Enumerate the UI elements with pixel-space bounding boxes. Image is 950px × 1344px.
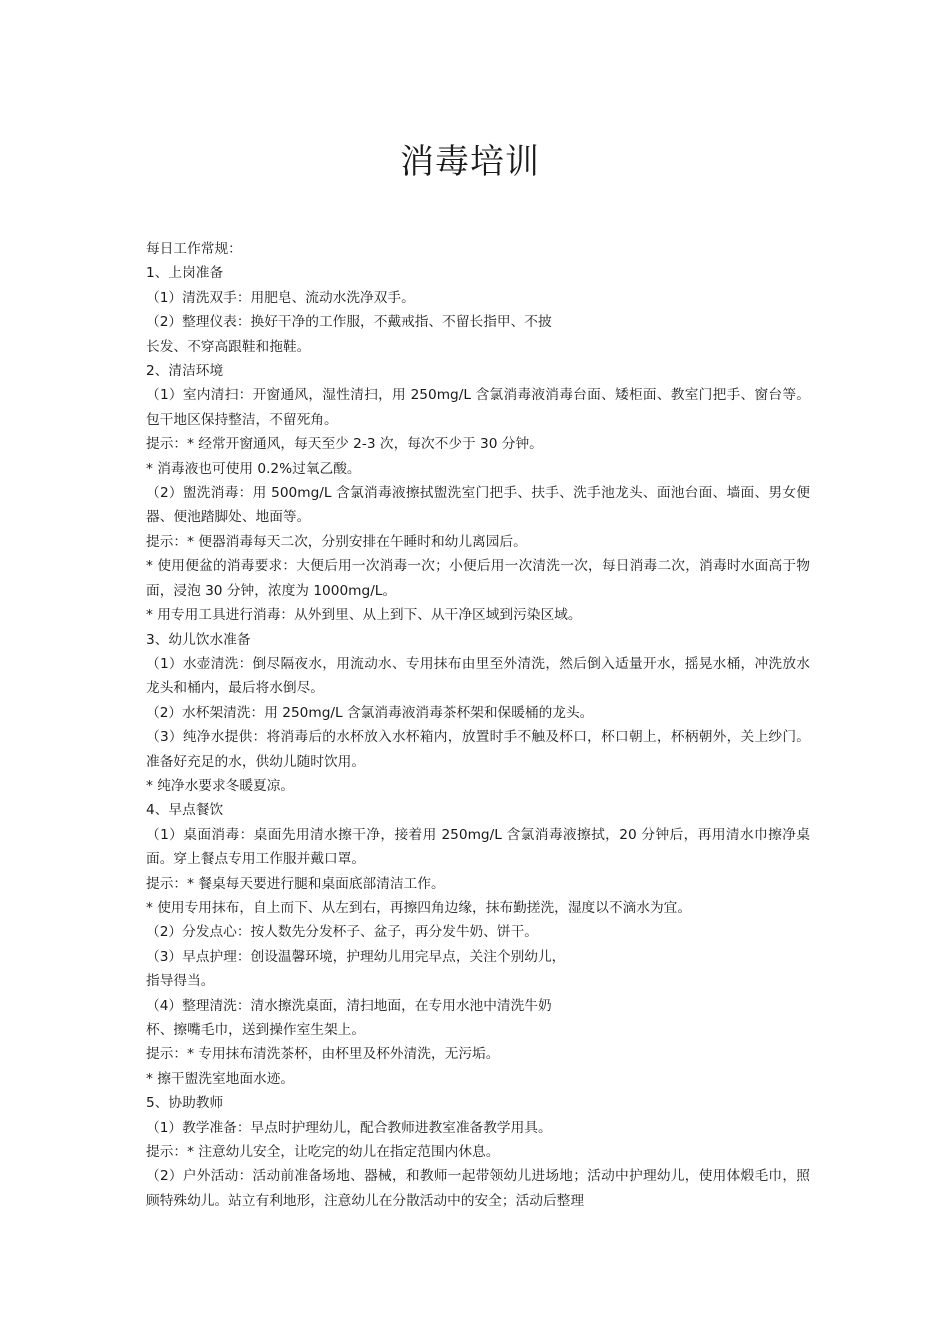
document-line: 提示：* 注意幼儿安全，让吃完的幼儿在指定范围内休息。 [146,1144,500,1161]
document-line: 提示：* 便器消毒每天二次，分别安排在午睡时和幼儿离园后。 [146,533,527,550]
document-line: （3）纯净水提供：将消毒后的水杯放入水杯箱内，放置时手不触及杯口，杯口朝上，杯柄朝外，关上纱门。准备好充足的水，供幼儿随时饮用。 [146,729,810,770]
document-line: * 纯净水要求冬暖夏凉。 [146,777,295,794]
document-line: 2、清洁环境 [146,363,224,380]
document-line: * 使用便盆的消毒要求：大便后用一次消毒一次；小便后用一次清洗一次，每日消毒二次，消毒时水面高于物面，浸泡 30 分钟，浓度为 1000mg/L。 [146,558,810,599]
document-line: 提示：* 经常开窗通风，每天至少 2-3 次，每次不少于 30 分钟。 [146,436,543,453]
document-line: 5、协助教师 [146,1095,224,1112]
document-line: * 擦干盥洗室地面水迹。 [146,1070,295,1087]
document-line: 长发、不穿高跟鞋和拖鞋。 [146,338,311,355]
document-line: （1）桌面消毒：桌面先用清水擦干净，接着用 250mg/L 含氯消毒液擦拭，20 分钟后，再用清水巾擦净桌面。穿上餐点专用工作服并戴口罩。 [146,826,810,868]
document-line: * 消毒液也可使用 0.2%过氧乙酸。 [146,460,361,477]
document-line: （2）盥洗消毒：用 500mg/L 含氯消毒液擦拭盥洗室门把手、扶手、洗手池龙头、面池台面、墙面、男女便器、便池踏脚处、地面等。 [146,485,810,526]
document-line: （1）室内清扫：开窗通风，湿性清扫，用 250mg/L 含氯消毒液消毒台面、矮柜面、教室门把手、窗台等。包干地区保持整洁，不留死角。 [146,387,810,428]
document-line: 3、幼儿饮水准备 [146,631,251,648]
document-line: （2）整理仪表：换好干净的工作服，不戴戒指、不留长指甲、不披 [146,314,552,331]
document-line: 4、早点餐饮 [146,802,224,819]
document-line: 每日工作常规： [146,241,242,257]
document-line: （2）水杯架清洗：用 250mg/L 含氯消毒液消毒茶杯架和保暖桶的龙头。 [146,704,594,721]
document-line: （1）教学准备：早点时护理幼儿，配合教师进教室准备教学用具。 [146,1119,552,1136]
document-line: 指导得当。 [146,973,215,990]
document-line: 提示：* 专用抹布清洗茶杯，由杯里及杯外清洗，无污垢。 [146,1046,500,1063]
document-body [146,237,810,1213]
document-line: （1）清洗双手：用肥皂、流动水洗净双手。 [146,289,415,306]
document-line: （4）整理清洗：清水擦洗桌面，清扫地面，在专用水池中清洗牛奶 [146,997,552,1014]
document-line: 杯、擦嘴毛巾，送到操作室生架上。 [146,1022,366,1038]
document-title: 消毒培训 [400,142,540,182]
document-line: （3）早点护理：创设温馨环境，护理幼儿用完早点，关注个别幼儿， [146,948,566,965]
document-line: 1、上岗准备 [146,265,224,282]
document-line: （2）户外活动：活动前准备场地、器械，和教师一起带领幼儿进场地；活动中护理幼儿，使用体煅毛巾，照顾特殊幼儿。站立有利地形，注意幼儿在分散活动中的安全；活动后整理 [146,1168,810,1209]
document-line: * 用专用工具进行消毒：从外到里、从上到下、从干净区域到污染区域。 [146,607,582,624]
document-line: 提示：* 餐桌每天要进行腿和桌面底部清洁工作。 [146,875,445,892]
document-line: （1）水壶清洗：倒尽隔夜水，用流动水、专用抹布由里至外清洗，然后倒入适量开水，摇晃水桶，冲洗放水龙头和桶内，最后将水倒尽。 [146,655,810,697]
document-line: * 使用专用抹布，自上而下、从左到右，再擦四角边缘，抹布勤搓洗，湿度以不滴水为宜。 [146,899,692,916]
document-line: （2）分发点心：按人数先分发杯子、盆子，再分发牛奶、饼干。 [146,924,538,941]
